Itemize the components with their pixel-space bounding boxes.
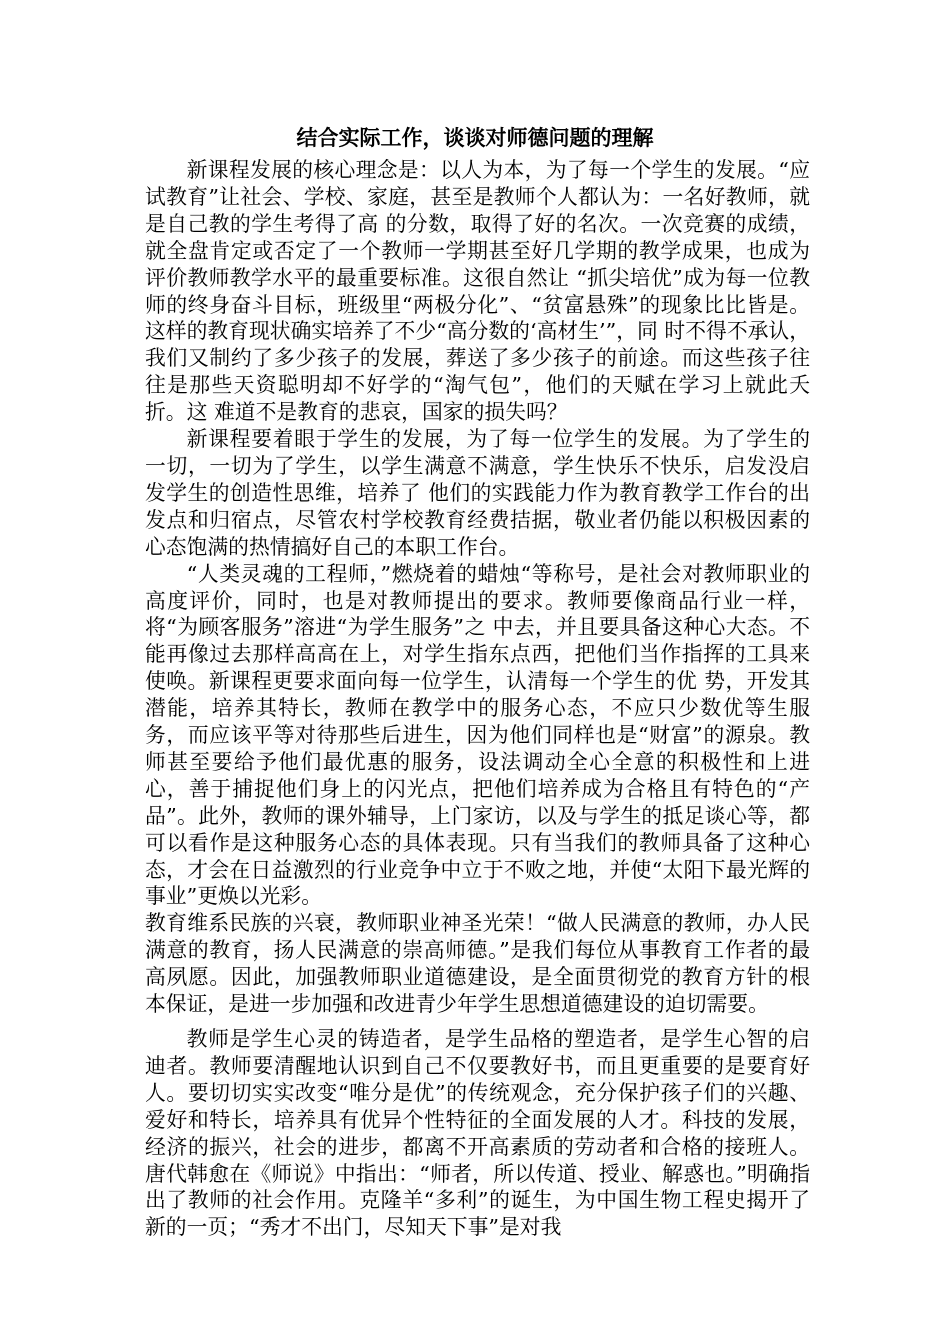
paragraph-5: 教师是学生心灵的铸造者，是学生品格的塑造者，是学生心智的启迪者。教师要清醒地认识到自己不仅要教好书，而且更重要的是要育好人。要切切实实改变“唯分是优”的传统观念，充分保护孩子们的兴趣、爱好和特长，培养具有优异个性特征的全面发展的人才。科技的发展，经济的振兴，社会的进步，都离不开高素质的劳动者和合格的接班人。唐代韩愈在《师说》中指出：“师者，所以传道、授业、解惑也。”明确指出了教师的社会作用。克隆羊“多利”的诞生，为中国生物工程史揭开了新的一页；“秀才不出门，尽知天下事”是对我 xyxy=(145,1027,810,1240)
paragraph-4: 教育维系民族的兴衰，教师职业神圣光荣！“做人民满意的教师，办人民满意的教育，扬人民满意的崇高师德。”是我们每位从事教育工作者的最高夙愿。因此，加强教师职业道德建设，是全面贯彻党的教育方针的根本保证，是进一步加强和改进青少年学生思想道德建设的迫切需要。 xyxy=(145,911,810,1017)
document-title: 结合实际工作，谈谈对师德问题的理解 xyxy=(296,125,654,150)
paragraph-3: “人类灵魂的工程师，”燃烧着的蜡烛“等称号，是社会对教师职业的高度评价，同时，也是对教师提出的要求。教师要像商品行业一样，将“为顾客服务”溶进“为学生服务”之 中去，并且要具备这种心大态。不能再像过去那样高高在上，对学生指东点西，把他们当作指挥的工具来使唤。新课程更要求面向每一位学生，认清每一个学生的优 势，开发其潜能，培养其特长，教师在教学中的服务心态，不应只少数优等生服务，而应该平等对待那些后进生，因为他们同样也是“财富”的源泉。教师甚至要给予他们最优惠的服务，设法调动全心全意的积极性和上进心，善于捕捉他们身上的闪光点，把他们培养成为合格且有特色的“产品”。此外，教师的课外辅导，上门家访，以及与学生的抵足谈心等，都可以看作是这种服务心态的具体表现。只有当我们的教师具备了这种心态，才会在日益激烈的行业竞争中立于不败之地，并使“太阳下最光辉的事业”更焕以光彩。 xyxy=(145,561,810,909)
paragraph-1: 新课程发展的核心理念是：以人为本，为了每一个学生的发展。“应试教育”让社会、学校、家庭，甚至是教师个人都认为：一名好教师，就是自己教的学生考得了高 的分数，取得了好的名次。一次竞赛的成绩，就全盘肯定或否定了一个教师一学期甚至好几学期的教学成果，也成为评价教师教学水平的最重要标准。这很自然让 “抓尖培优”成为每一位教师的终身奋斗目标，班级里“两极分化”、“贫富悬殊”的现象比比皆是。这样的教育现状确实培养了不少“高分数的‘高材生’”，同 时不得不承认，我们又制约了多少孩子的发展，葬送了多少孩子的前途。而这些孩子往往是那些天资聪明却不好学的“淘气包”，他们的天赋在学习上就此夭折。这 难道不是教育的悲哀，国家的损失吗？ xyxy=(145,158,810,425)
paragraph-2: 新课程要着眼于学生的发展，为了每一位学生的发展。为了学生的一切，一切为了学生，以学生满意不满意，学生快乐不快乐，启发没启发学生的创造性思维，培养了 他们的实践能力作为教育教学工作台的出发点和归宿点，尽管农村学校教育经费拮据，敬业者仍能以积极因素的心态饱满的热情搞好自己的本职工作台。 xyxy=(145,427,810,559)
document-body xyxy=(145,157,810,1241)
